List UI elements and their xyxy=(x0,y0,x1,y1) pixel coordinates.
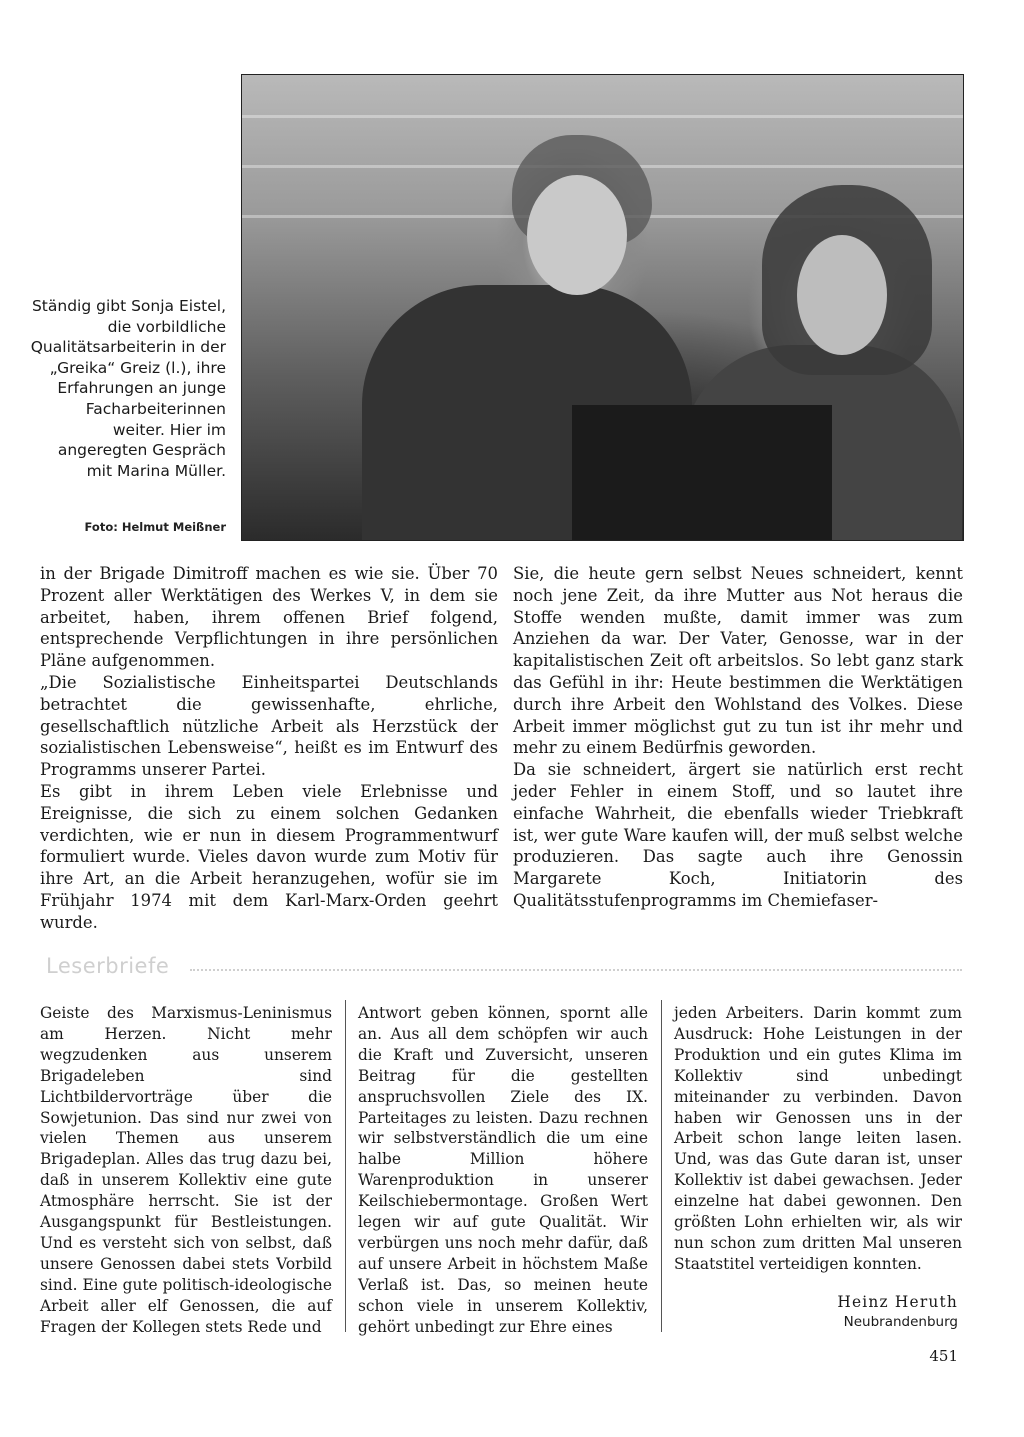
article-paragraph: Da sie schneidert, ärgert sie natürlich erst recht jeder Fehler in einem Stoff, und so lautet ihre einfache Wahrheit, die ebenfalls wieder Triebkraft ist, wer gute Ware kaufen will, der muß selbst welche produzieren. Das sagte auch ihre Genossin Margarete Koch, Initiatorin des Qualitätsstufenprogramms im Chemiefaser- xyxy=(513,760,963,910)
section-header xyxy=(40,952,962,982)
article-photo xyxy=(241,74,964,541)
letter-column-1: Geiste des Marxismus-Leninismus am Herzen. Nicht mehr wegzudenken aus unserem Brigadeleben sind Lichtbildervorträge über die Sowjetunion. Das sind nur zwei von vielen Themen aus unserem Brigadeplan. Alles das trug dazu bei, daß in unserem Kollektiv eine gute Atmosphäre herrscht. Sie ist der Ausgangspunkt für Bestleistungen. Und es versteht sich von selbst, daß unsere Genossen dabei stets Vorbild sind. Eine gute politisch-ideologische Arbeit aller elf Genossen, die auf Fragen der Kollegen stets Rede und xyxy=(40,1004,332,1336)
photo-machine xyxy=(572,405,832,540)
article-paragraph: Es gibt in ihrem Leben viele Erlebnisse und Ereignisse, die sich zu einem solchen Gedanken verdichten, wie er nun in diesem Programmentwurf formuliert wurde. Vieles davon wurde zum Motiv für ihre Art, an die Arbeit heranzugehen, wofür sie im Frühjahr 1974 mit dem Karl-Marx-Orden geehrt wurde. xyxy=(40,781,498,932)
letter-signature xyxy=(674,1292,958,1332)
photo-caption: Ständig gibt Sonja Eistel, die vorbildliche Qualitätsarbeiterin in der „Greika“ Greiz (l.), ihre Erfahrungen an junge Facharbeiterinnen weiter. Hier im angeregten Gespräch mit Marina Müller. xyxy=(30,297,226,480)
article-column-left xyxy=(40,563,498,934)
column-rule xyxy=(345,1000,346,1332)
section-divider xyxy=(190,969,962,971)
author-city: Neubrandenburg xyxy=(843,1314,958,1330)
photo-detail xyxy=(242,115,963,118)
page-number: 451 xyxy=(929,1347,958,1365)
author-name: Heinz Heruth xyxy=(837,1293,958,1311)
article-paragraph: „Die Sozialistische Einheitspartei Deutschlands betrachtet die gewissenhafte, ehrliche, gesellschaftlich nützliche Arbeit als Herzstück der sozialistischen Lebensweise“, heißt es im Entwurf des Programms unserer Partei. xyxy=(40,672,498,780)
article-column-right xyxy=(513,563,963,912)
photo-credit: Foto: Helmut Meißner xyxy=(84,520,226,534)
photo-face-left xyxy=(527,175,627,295)
article-paragraph: in der Brigade Dimitroff machen es wie sie. Über 70 Prozent aller Werktätigen des Werkes V, in dem sie arbeitet, haben, ihrem offenen Brief folgend, entsprechende Verpflichtungen in ihre persönlichen Pläne aufgenommen. xyxy=(40,564,498,671)
letter-column-2: Antwort geben können, spornt alle an. Aus all dem schöpfen wir auch die Kraft und Zuversicht, unseren Beitrag für die gestellten anspruchsvollen Ziele des IX. Parteitages zu leisten. Dazu rechnen wir selbstverständlich die um eine halbe Million höhere Warenproduktion in unserer Keilschiebermontage. Großen Wert legen wir auf gute Qualität. Wir verbürgen uns noch mehr dafür, daß auf unsere Arbeit in höchstem Maße Verlaß ist. Das, so meinen heute schon viele in unserem Kollektiv, gehört unbedingt zur Ehre eines xyxy=(358,1004,648,1336)
column-rule xyxy=(661,1000,662,1332)
section-title: Leserbriefe xyxy=(46,954,170,978)
article-paragraph: Sie, die heute gern selbst Neues schneidert, kennt noch jene Zeit, da ihre Mutter aus Not heraus die Stoffe wenden mußte, damit immer was zum Anziehen da war. Der Vater, Genosse, war in der kapitalistischen Zeit oft arbeitslos. So lebt ganz stark das Gefühl in ihr: Heute bestimmen die Werktätigen durch ihre Arbeit den Wohlstand des Volkes. Diese Arbeit immer möglichst gut zu tun ist ihr mehr und mehr zu einem Bedürfnis geworden. xyxy=(513,564,963,758)
letter-column-3: jeden Arbeiters. Darin kommt zum Ausdruck: Hohe Leistungen in der Produktion und ein gutes Klima im Kollektiv sind unbedingt miteinander zu verbinden. Davon haben wir Genossen uns in der Arbeit schon lange leiten lasen. Und, was das Gute daran ist, unser Kollektiv ist dabei gewachsen. Jeder einzelne hat dabei gewonnen. Den größten Lohn erhielten wir, als wir nun schon zum dritten Mal unseren Staatstitel verteidigen konnten. xyxy=(674,1004,962,1273)
photo-face-right xyxy=(797,235,887,355)
